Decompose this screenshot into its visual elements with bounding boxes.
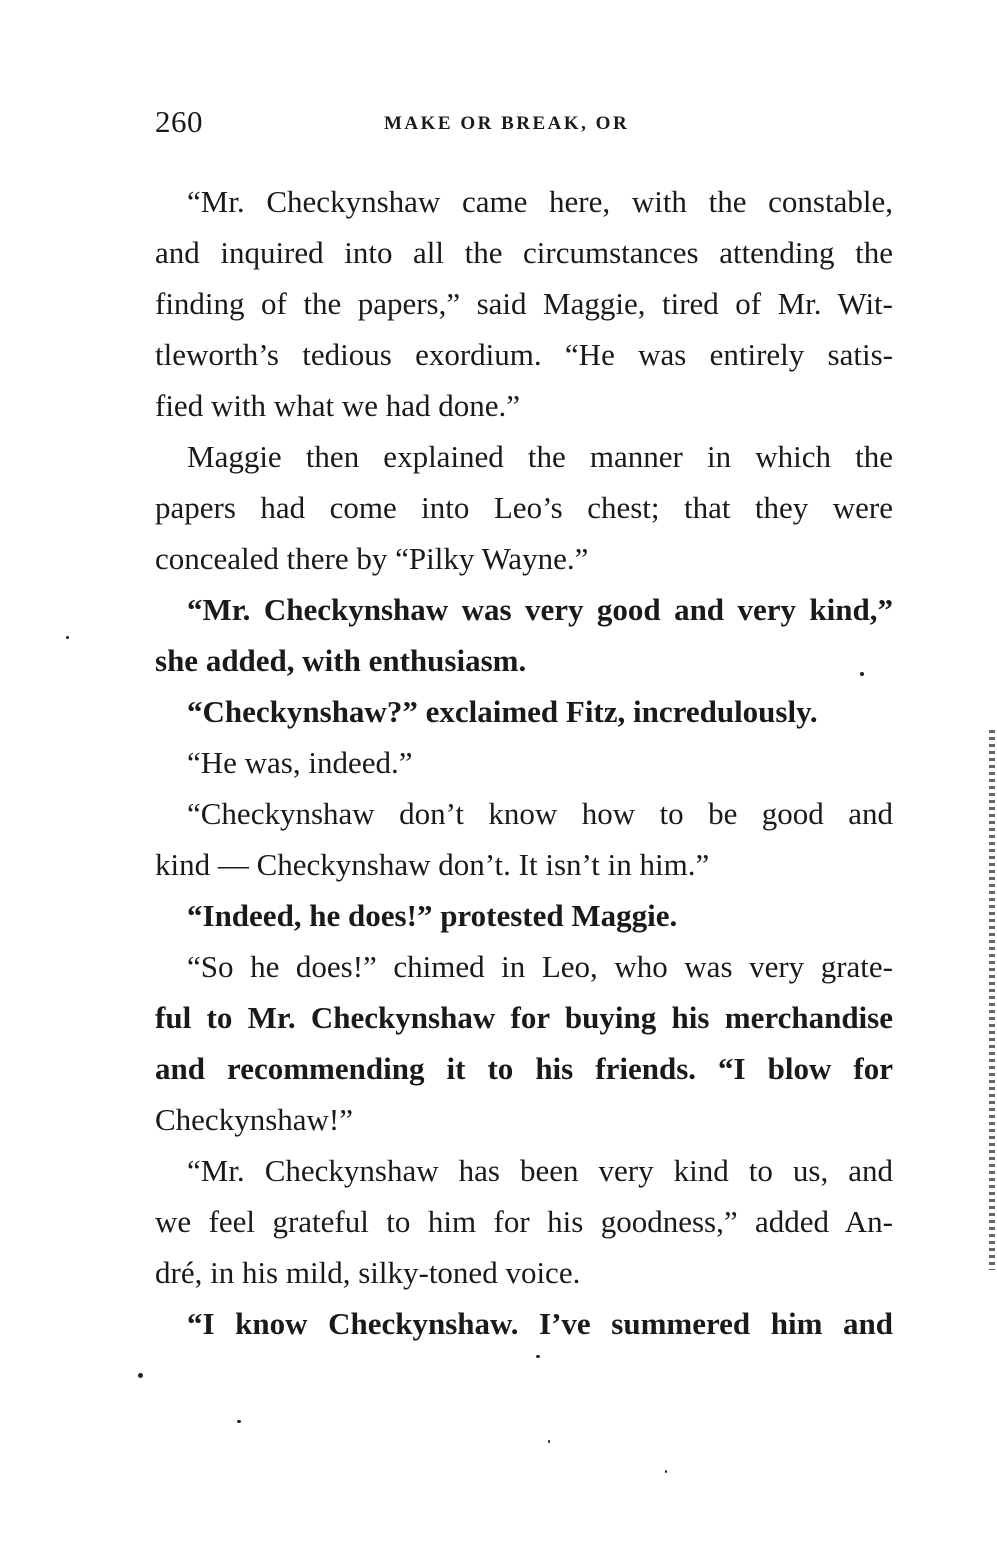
text-line: “Indeed, he does!” protested Maggie. [187, 898, 678, 933]
text-line: fied with what we had done.” [155, 388, 520, 423]
body-text [155, 176, 893, 1349]
text-line: tleworth’s tedious exordium. “He was entirely satis- [155, 337, 893, 372]
text-line: “Mr. Checkynshaw was very good and very kind,” [187, 592, 893, 627]
text-line: finding of the papers,” said Maggie, tired of Mr. Wit- [155, 286, 893, 321]
text-line: “Mr. Checkynshaw has been very kind to us, and [187, 1153, 893, 1188]
ink-speck [548, 1440, 550, 1443]
ink-speck [665, 1470, 667, 1473]
running-head: MAKE OR BREAK, OR [384, 113, 630, 134]
text-line: papers had come into Leo’s chest; that they were [155, 490, 893, 525]
text-line: we feel grateful to him for his goodness,” added An- [155, 1204, 893, 1239]
text-line: Checkynshaw!” [155, 1102, 353, 1137]
text-line: dré, in his mild, silky-toned voice. [155, 1255, 581, 1290]
ink-speck [66, 636, 69, 639]
text-line: “He was, indeed.” [187, 745, 413, 780]
text-line: “Mr. Checkynshaw came here, with the constable, [187, 184, 893, 219]
ink-speck [138, 1373, 143, 1378]
ink-speck [536, 1355, 540, 1358]
text-line: concealed there by “Pilky Wayne.” [155, 541, 589, 576]
text-line: “So he does!” chimed in Leo, who was very grate- [187, 949, 893, 984]
text-line: she added, with enthusiasm. [155, 643, 527, 678]
text-line: kind — Checkynshaw don’t. It isn’t in him.” [155, 847, 710, 882]
text-line: Maggie then explained the manner in which the [187, 439, 893, 474]
text-line: ful to Mr. Checkynshaw for buying his merchandise [155, 1000, 893, 1035]
page-number: 260 [155, 104, 203, 139]
text-line: and inquired into all the circumstances attending the [155, 235, 893, 270]
binding-edge-mark [989, 730, 995, 1270]
text-line: “Checkynshaw?” exclaimed Fitz, incredulously. [187, 694, 818, 729]
ink-speck [237, 1420, 241, 1423]
text-line: and recommending it to his friends. “I blow for [155, 1051, 893, 1086]
text-line: “Checkynshaw don’t know how to be good and [187, 796, 893, 831]
ink-speck [860, 672, 864, 676]
text-line: “I know Checkynshaw. I’ve summered him and [187, 1306, 893, 1341]
